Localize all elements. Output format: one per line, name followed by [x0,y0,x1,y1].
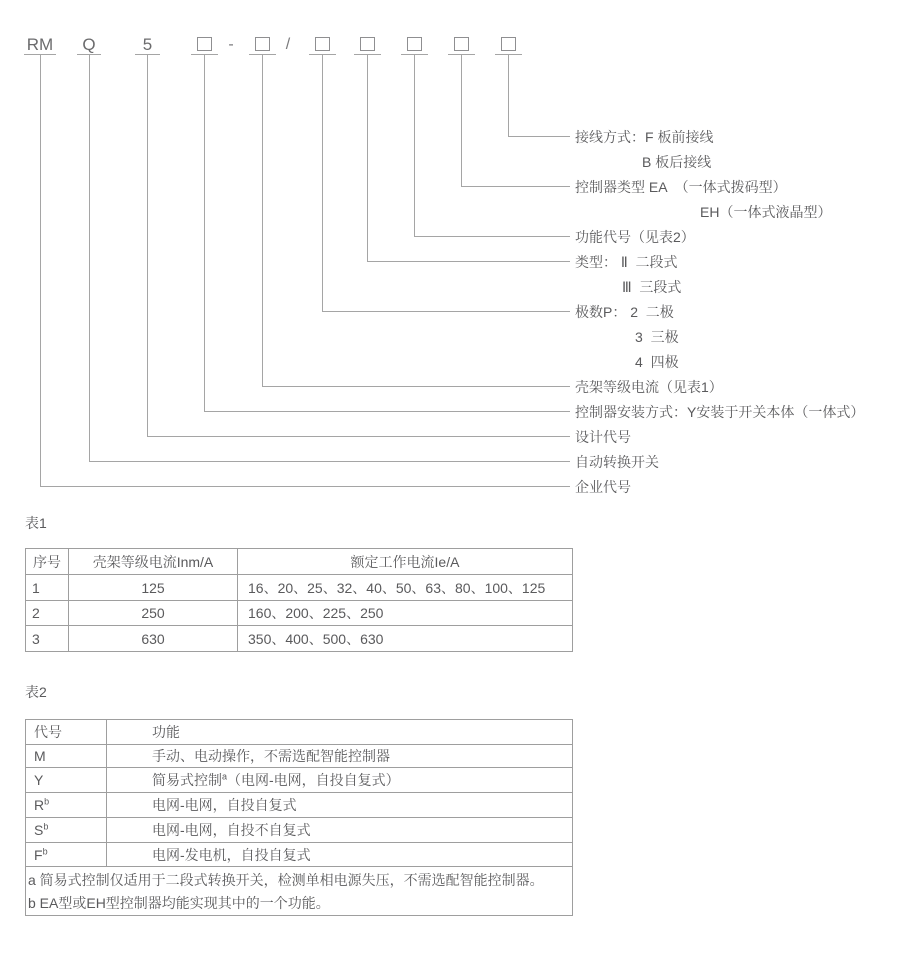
table-row [26,575,573,601]
code-part-q: Q [82,35,96,54]
table-row [26,626,573,652]
label-design-code: 设计代号 [575,429,631,445]
table1-cell-ie: 350、400、500、630 [238,626,573,652]
connector-vline [414,55,415,237]
code-box-6 [454,37,469,51]
table2-cell-func: 简易式控制$^a$（电网-电网，自投自复式） [107,768,573,793]
table2-header-func: 功能 [107,720,573,745]
connector-hline [147,436,570,437]
code-part-rm: RM [26,35,54,54]
table1-cell-ie: 16、20、25、32、40、50、63、80、100、125 [238,575,573,601]
code-box-7 [501,37,516,51]
table2-cell-code: Y [26,768,107,793]
label-poles-4: 4 四极 [635,354,679,370]
table-row [26,745,573,768]
label-auto-transfer-switch: 自动转换开关 [575,454,659,470]
table1-cell-inm: 125 [69,575,238,601]
table-row [26,768,573,793]
label-poles: 极数P： 2 二极 [575,304,674,320]
connector-vline [262,55,263,387]
connector-hline [40,486,570,487]
label-wiring-type: 接线方式：F 板前接线 [575,129,714,145]
connector-vline [40,55,41,487]
code-box-1 [197,37,212,51]
connector-vline [147,55,148,437]
connector-hline [204,411,570,412]
connector-hline [89,461,570,462]
label-poles-3: 3 三极 [635,329,679,345]
label-type: 类型： Ⅱ 二段式 [575,254,678,270]
table1-cell-no: 1 [26,575,69,601]
table-row [26,818,573,843]
table-row [26,601,573,626]
code-dash: - [228,36,234,53]
label-function-code: 功能代号（见表2） [575,229,695,245]
table1-cell-inm: 630 [69,626,238,652]
label-type-iii: Ⅲ 三段式 [622,279,682,295]
connector-vline [89,55,90,462]
table1-cell-no: 3 [26,626,69,652]
table2-cell-func: 电网-电网，自投自复式 [107,793,573,818]
table2-header-code: 代号 [26,720,107,745]
table2-title: 表2 [25,684,47,700]
table1-title: 表1 [25,515,47,531]
code-box-2 [255,37,270,51]
table2-cell-func: 电网-发电机，自投自复式 [107,843,573,867]
code-box-5 [407,37,422,51]
connector-vline [461,55,462,187]
connector-hline [322,311,570,312]
table2-cell-code: $S^b$ [26,818,107,843]
label-wiring-type-b: B 板后接线 [642,154,712,170]
table2-footnote-row [26,867,573,916]
footnote-b: b EA型或EH型控制器均能实现其中的一个功能。 [28,894,330,911]
connector-vline [204,55,205,412]
table1 [25,548,573,652]
connector-vline [508,55,509,137]
code-slash: / [285,36,291,53]
connector-hline [508,136,570,137]
connector-hline [367,261,570,262]
connector-hline [262,386,570,387]
table2-header-row [26,720,573,745]
table-row [26,793,573,818]
table1-header-row [26,549,573,575]
table2-footnotes [26,867,573,916]
label-controller-type-eh: EH（一体式液晶型） [700,204,832,220]
table1-header-no: 序号 [26,549,69,575]
code-box-3 [315,37,330,51]
connector-hline [414,236,570,237]
table2-cell-func: 手动、电动操作，不需选配智能控制器 [107,745,573,768]
label-company-code: 企业代号 [575,479,631,495]
table1-header-ie: 额定工作电流Ie/A [238,549,573,575]
table2-cell-code: $R^b$ [26,793,107,818]
table2-cell-code: M [26,745,107,768]
label-controller-mounting: 控制器安装方式：Y安装于开关本体（一体式） [575,404,865,420]
table2-cell-func: 电网-电网，自投不自复式 [107,818,573,843]
connector-hline [461,186,570,187]
table1-cell-inm: 250 [69,601,238,626]
code-box-4 [360,37,375,51]
table2-cell-code: $F^b$ [26,843,107,867]
label-frame-current: 壳架等级电流（见表1） [575,379,723,395]
table1-cell-no: 2 [26,601,69,626]
table2 [25,719,573,916]
code-part-5: 5 [142,35,153,54]
table-row [26,843,573,867]
table1-header-inm: 壳架等级电流Inm/A [69,549,238,575]
label-controller-type: 控制器类型 EA （一体式拨码型） [575,179,787,195]
table1-cell-ie: 160、200、225、250 [238,601,573,626]
connector-vline [322,55,323,312]
connector-vline [367,55,368,262]
footnote-a: a 简易式控制仅适用于二段式转换开关，检测单相电源失压，不需选配智能控制器。 [28,871,544,888]
